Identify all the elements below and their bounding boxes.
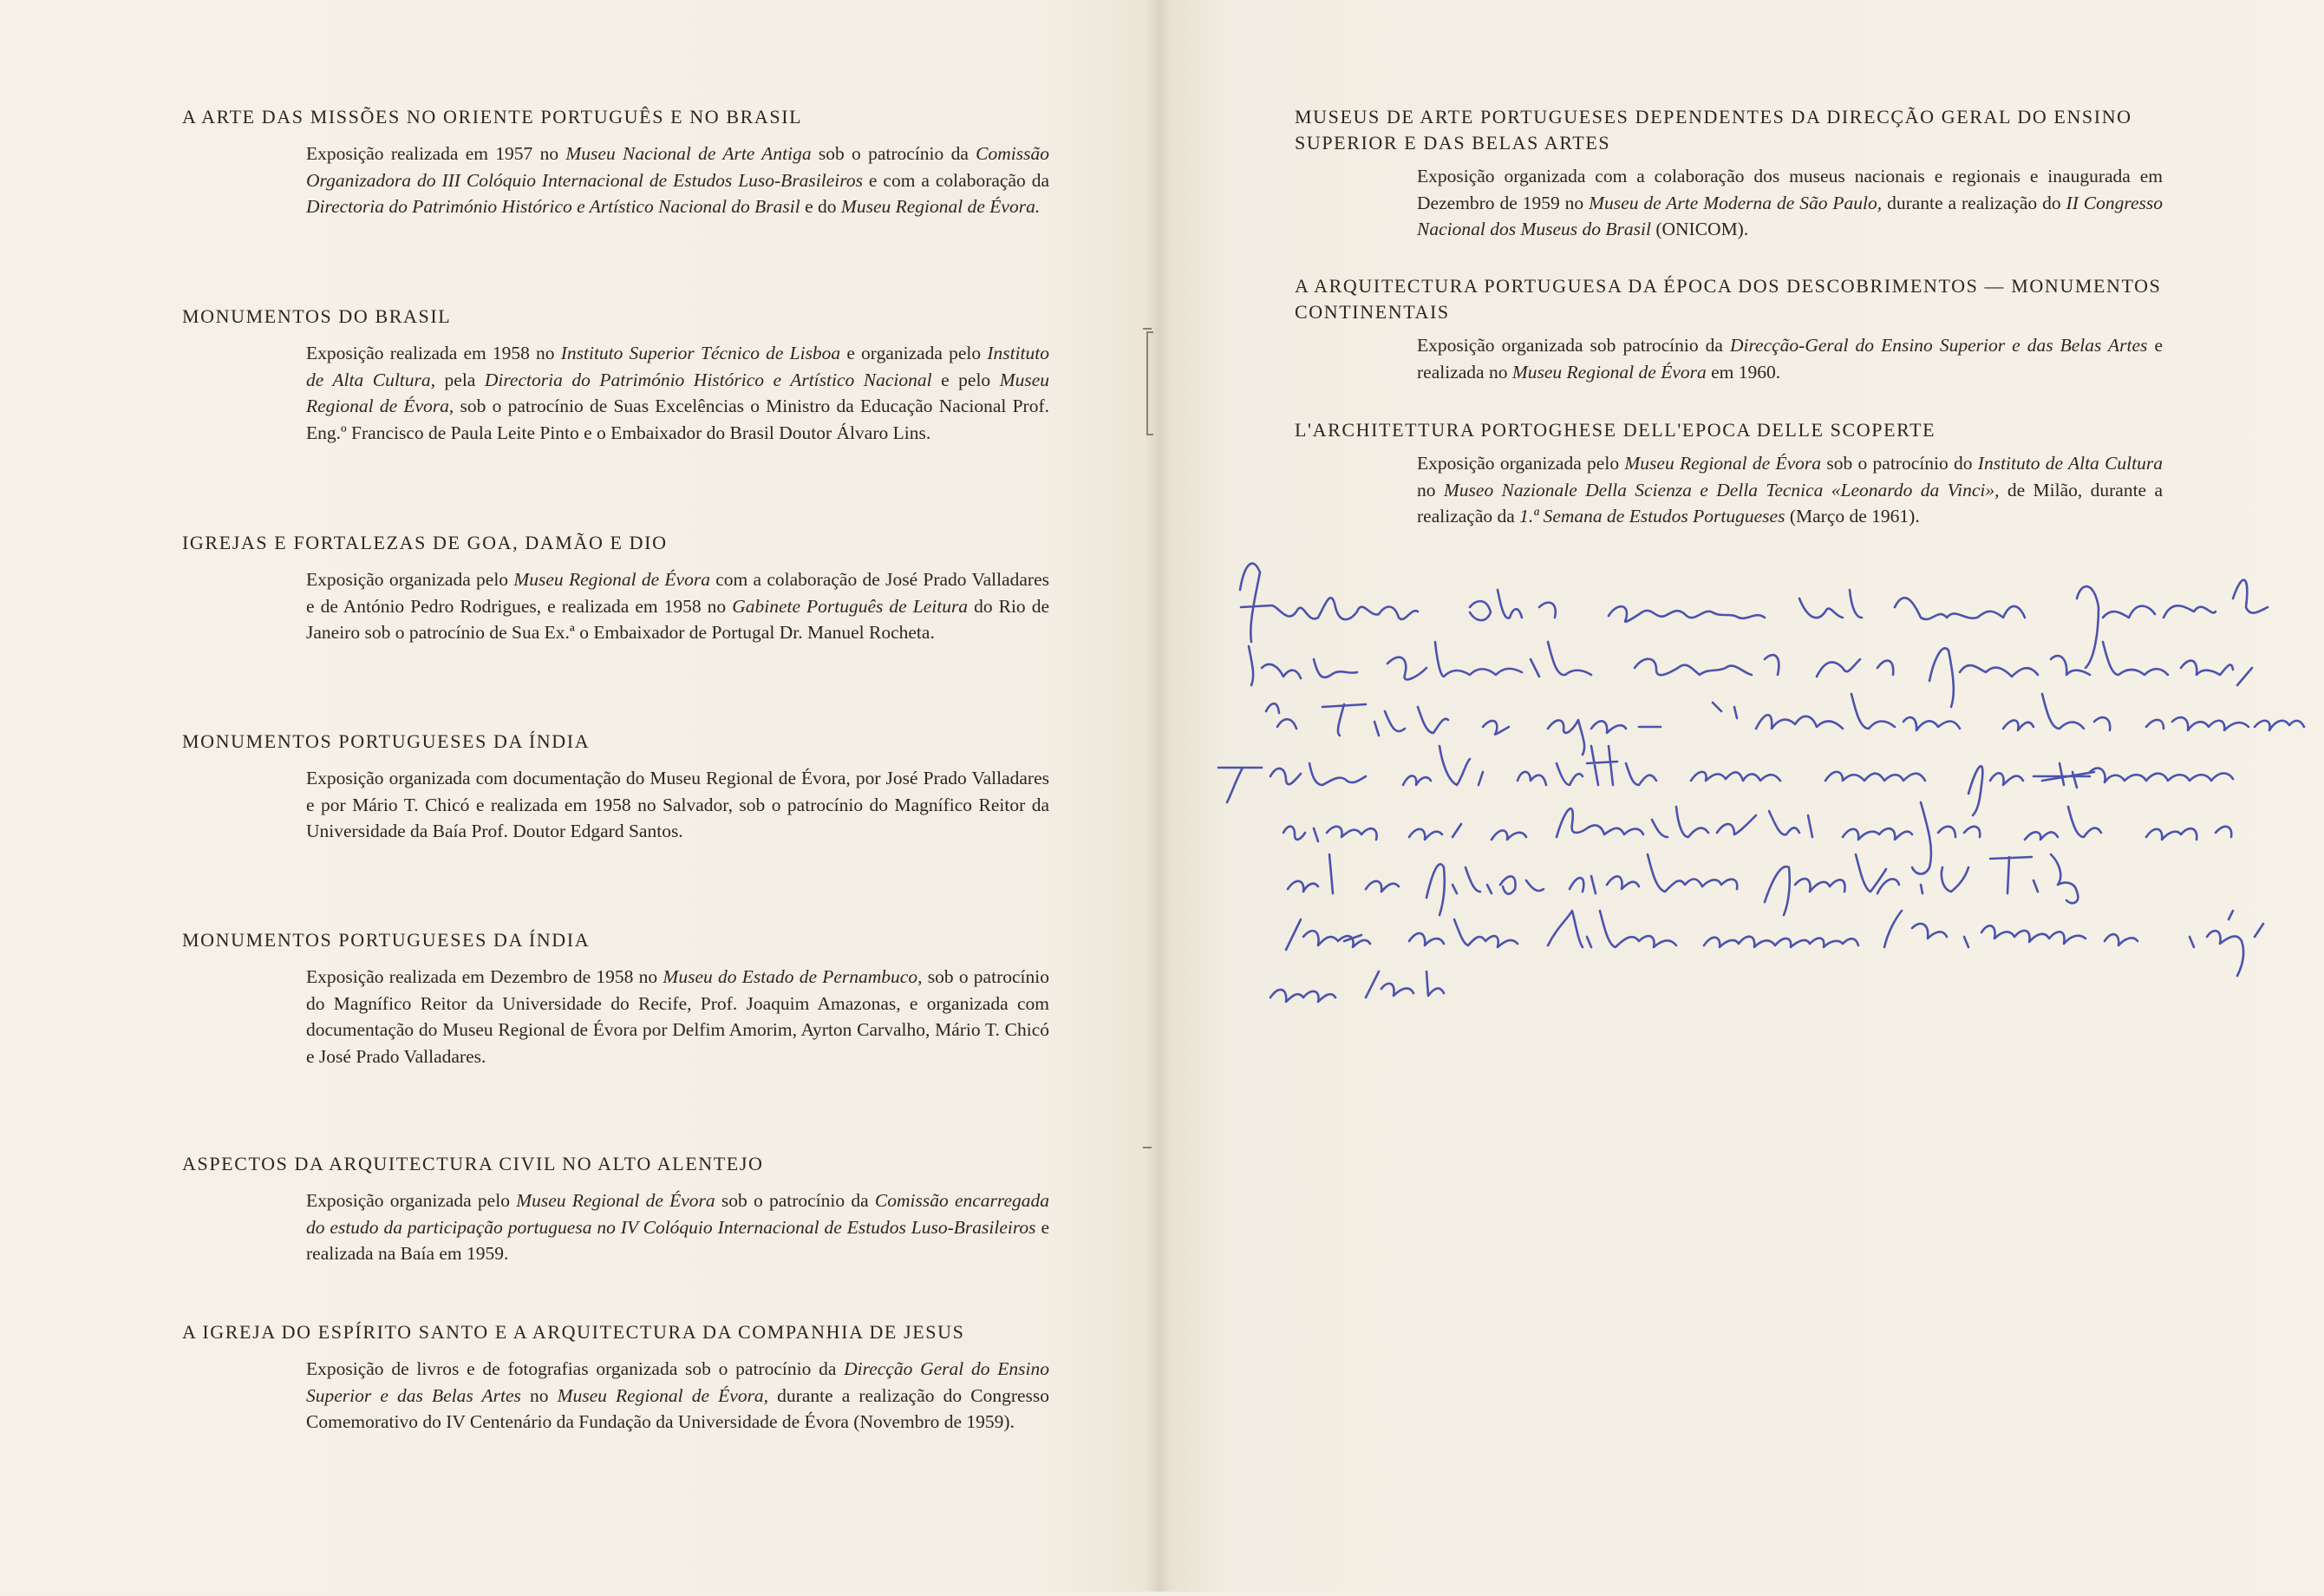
- handwritten-note: [1158, 0, 2324, 1592]
- binding-stitch: [1146, 331, 1153, 435]
- italic-run: Museu Regional de Évora,: [557, 1384, 769, 1406]
- italic-run: Direcção-Geral do Ensino Superior e das Belas Artes: [1729, 335, 2148, 356]
- entry-igreja-espirito-santo: [182, 1319, 1049, 1436]
- text-run: sob o patrocínio da: [715, 1190, 875, 1211]
- entry-title: L'ARCHITETTURA PORTOGHESE DELL'EPOCA DELLE SCOPERTE: [1295, 419, 1936, 441]
- italic-run: Museu Nacional de Arte Antiga: [565, 143, 812, 164]
- entry-title: IGREJAS E FORTALEZAS DE GOA, DAMÃO E DIO: [182, 532, 668, 553]
- entry-title: MONUMENTOS DO BRASIL: [182, 305, 452, 327]
- text-run: pela: [435, 369, 485, 390]
- text-run: do Rio de Janeiro sob o patrocínio de Sua Ex.ª o Embaixador de Portugal Dr. Manuel Rocheta.: [306, 595, 1049, 644]
- italic-run: Comissão Organizadora do III Colóquio Internacional de Estudos Luso-Brasileiros: [306, 143, 1049, 191]
- text-run: sob o patrocínio da: [811, 143, 976, 164]
- entry-title: A ARQUITECTURA PORTUGUESA DA ÉPOCA DOS DESCOBRIMENTOS — MONUMENTOS CONTINENTAIS: [1295, 275, 2162, 323]
- italic-run: Museu Regional de Évora: [516, 1190, 715, 1211]
- italic-run: Museu Regional de Évora,: [306, 369, 1050, 417]
- entry-title: MONUMENTOS PORTUGUESES DA ÍNDIA: [182, 730, 591, 752]
- italic-run: Museu Regional de Évora.: [840, 196, 1041, 218]
- entry-title: ASPECTOS DA ARQUITECTURA CIVIL NO ALTO ALENTEJO: [182, 1153, 764, 1174]
- text-run: Exposição organizada sob patrocínio da: [1417, 335, 1730, 356]
- binding-mark: [1143, 1147, 1152, 1148]
- entry-description: [306, 340, 1049, 446]
- entry-arte-missoes: [182, 104, 1049, 220]
- entry-description: [306, 964, 1049, 1069]
- text-run: sob o patrocínio do Magnífico Reitor da Universidade do Recife, Prof. Joaquim Amazonas, e organizada com documentação do Museu Regional de Évora por Delfim Amorim, Ayrton Carvalho, Mário T. Chicó e José Prado Valladares.: [306, 966, 1049, 1067]
- italic-run: Instituto de Alta Cultura,: [306, 343, 1049, 390]
- text-run: e organizada pelo: [840, 343, 988, 363]
- text-run: no: [1417, 479, 1444, 500]
- text-run: Exposição organizada pelo: [306, 1190, 517, 1211]
- text-run: (ONICOM).: [1650, 219, 1749, 240]
- text-run: Exposição de livros e de fotografias organizada sob o patrocínio da: [306, 1358, 845, 1379]
- italic-run: Directoria do Património Histórico e Artístico Nacional do Brasil: [306, 196, 800, 218]
- italic-run: Museu de Arte Moderna de São Paulo,: [1589, 192, 1883, 213]
- italic-run: Gabinete Português de Leitura: [732, 595, 969, 617]
- text-run: Exposição organizada pelo: [306, 569, 514, 590]
- text-run: no: [520, 1384, 558, 1406]
- entry-monumentos-india-1: [182, 729, 1049, 845]
- italic-run: Museu Regional de Évora: [1511, 361, 1707, 383]
- italic-run: Direcção Geral do Ensino Superior e das Belas Artes: [306, 1358, 1049, 1406]
- italic-run: Instituto de Alta Cultura: [1977, 453, 2163, 474]
- entry-description: [306, 1187, 1049, 1267]
- entry-arquitectura-civil: [182, 1151, 1049, 1267]
- italic-run: Museo Nazionale Della Scienza e Della Tecnica «Leonardo da Vinci»,: [1443, 479, 2000, 500]
- text-run: e pelo: [931, 369, 1000, 390]
- entry-title: MUSEUS DE ARTE PORTUGUESES DEPENDENTES DA DIRECÇÃO GERAL DO ENSINO SUPERIOR E DAS BELAS ARTES: [1295, 106, 2132, 154]
- text-run: e do: [800, 196, 841, 218]
- entry-monumentos-brasil: [182, 304, 1049, 446]
- text-run: de Milão, durante a realização da: [1417, 479, 2163, 527]
- entry-description: [306, 765, 1049, 845]
- text-run: Exposição realizada em 1957 no: [306, 143, 566, 164]
- entry-description: [306, 566, 1049, 646]
- text-run: Exposição organizada com documentação do Museu Regional de Évora, por José Prado Valladares e por Mário T. Chicó e realizada em 1958 no Salvador, sob o patrocínio do Magnífico Reitor da Universidade da Baía Prof. Doutor Edgard Santos.: [306, 768, 1049, 842]
- entry-description: [306, 141, 1049, 220]
- entry-description: [306, 1356, 1049, 1436]
- text-run: e realizada na Baía em 1959.: [306, 1216, 1049, 1265]
- italic-run: Museu Regional de Évora: [513, 569, 710, 590]
- entry-title: MONUMENTOS PORTUGUESES DA ÍNDIA: [182, 929, 591, 951]
- entry-monumentos-india-2: [182, 927, 1049, 1069]
- italic-run: Museu do Estado de Pernambuco,: [663, 966, 923, 987]
- text-run: com a colaboração de José Prado Valladares e de António Pedro Rodrigues, e realizada em 1958 no: [306, 569, 1049, 617]
- text-run: e realizada no: [1417, 335, 2163, 383]
- italic-run: Comissão encarregada do estudo da participação portuguesa no IV Colóquio Internacional de Estudos Luso-Brasileiros: [306, 1190, 1050, 1238]
- entry-title: A ARTE DAS MISSÕES NO ORIENTE PORTUGUÊS E NO BRASIL: [182, 106, 803, 128]
- italic-run: Museu Regional de Évora: [1624, 453, 1822, 474]
- binding-mark: [1143, 328, 1152, 330]
- text-run: e com a colaboração da: [862, 169, 1049, 191]
- text-run: sob o patrocínio de Suas Excelências o Ministro da Educação Nacional Prof. Eng.º Francisco de Paula Leite Pinto e o Embaixador do Brasil Doutor Álvaro Lins.: [306, 396, 1049, 443]
- text-run: sob o patrocínio do: [1821, 453, 1978, 474]
- italic-run: Instituto Superior Técnico de Lisboa: [560, 343, 841, 363]
- text-run: Exposição realizada em 1958 no: [306, 343, 561, 363]
- italic-run: Directoria do Património Histórico e Artístico Nacional: [484, 369, 932, 390]
- entry-title: A IGREJA DO ESPÍRITO SANTO E A ARQUITECTURA DA COMPANHIA DE JESUS: [182, 1321, 965, 1343]
- entry-igrejas-goa: [182, 530, 1049, 646]
- text-run: durante a realização do: [1882, 192, 2066, 213]
- text-run: Exposição realizada em Dezembro de 1958 no: [306, 966, 663, 987]
- text-run: em 1960.: [1706, 361, 1781, 383]
- text-run: Exposição organizada pelo: [1417, 453, 1625, 474]
- text-run: (Março de 1961).: [1785, 506, 1920, 527]
- text-run: durante a realização do Congresso Comemorativo do IV Centenário da Fundação da Universidade de Évora (Novembro de 1959).: [306, 1384, 1050, 1433]
- handwriting-scribble: [1158, 0, 2324, 1592]
- left-page: [0, 0, 1158, 1592]
- italic-run: II Congresso Nacional dos Museus do Brasil: [1417, 192, 2163, 240]
- italic-run: 1.ª Semana de Estudos Portugueses: [1519, 506, 1785, 527]
- text-run: Exposição organizada com a colaboração dos museus nacionais e regionais e inaugurada em Dezembro de 1959 no: [1417, 166, 2163, 213]
